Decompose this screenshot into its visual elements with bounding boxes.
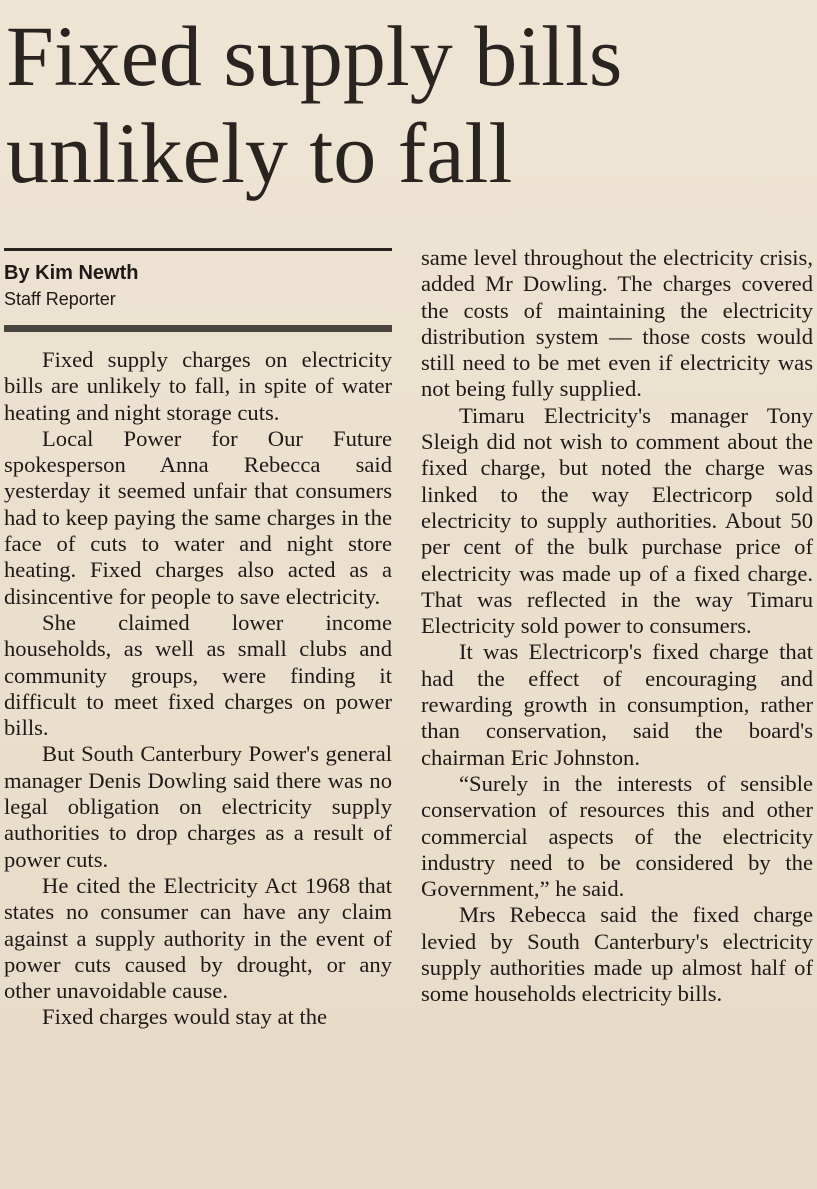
paragraph: Fixed supply charges on electricity bills are unlikely to fall, in spite of water heating and night storage cuts.: [4, 347, 392, 425]
paragraph-continuation: same level throughout the electricity crisis, added Mr Dowling. The charges covered the costs of maintaining the electricity distribution system — those costs would still need to be met even if electricity was not being fully supplied.: [421, 245, 813, 402]
article-column-right: [421, 245, 813, 1008]
paragraph: He cited the Electricity Act 1968 that states no consumer can have any claim against a supply authority in the event of power cuts caused by drought, or any other unavoidable cause.: [4, 872, 392, 1004]
byline-role: Staff Reporter: [4, 289, 116, 309]
paragraph: “Surely in the interests of sensible conservation of resources this and other commercial aspects of the electricity industry need to be considered by the Government,” he said.: [421, 770, 813, 902]
paragraph: She claimed lower income households, as well as small clubs and community groups, were finding it difficult to meet fixed charges on power bills.: [4, 609, 392, 741]
article-column-left: [4, 347, 392, 1031]
byline-top-rule: [4, 248, 392, 251]
paragraph: It was Electricorp's fixed charge that had the effect of encouraging and rewarding growth in consumption, rather than conservation, said the board's chairman Eric Johnston.: [421, 639, 813, 770]
paragraph: Mrs Rebecca said the fixed charge levied by South Canterbury's electricity supply authorities made up almost half of some households electricity bills.: [421, 902, 813, 1007]
paragraph: Fixed charges would stay at the: [42, 1004, 328, 1030]
headline-line-2: unlikely to fall: [6, 105, 513, 201]
paragraph: Timaru Electricity's manager Tony Sleigh did not wish to comment about the fixed charge, but noted the charge was linked to the way Electricorp sold electricity to supply authorities. About 50 per cent of the bulk purchase price of electricity was made up of a fixed charge. That was reflected in the way Timaru Electricity sold power to consumers.: [421, 402, 813, 639]
paragraph: Local Power for Our Future spokesperson Anna Rebecca said yesterday it seemed unfair that consumers had to keep paying the same charges in the face of cuts to water and night store heating. Fixed charges also acted as a disincentive for people to save electricity.: [4, 425, 392, 609]
byline-bottom-rule: [4, 325, 392, 332]
headline: [6, 8, 811, 202]
paragraph: But South Canterbury Power's general manager Denis Dowling said there was no legal obligation on electricity supply authorities to drop charges as a result of power cuts.: [4, 741, 392, 872]
byline: [4, 248, 392, 332]
byline-author: By Kim Newth: [4, 262, 139, 284]
headline-line-1: Fixed supply bills: [6, 8, 623, 104]
